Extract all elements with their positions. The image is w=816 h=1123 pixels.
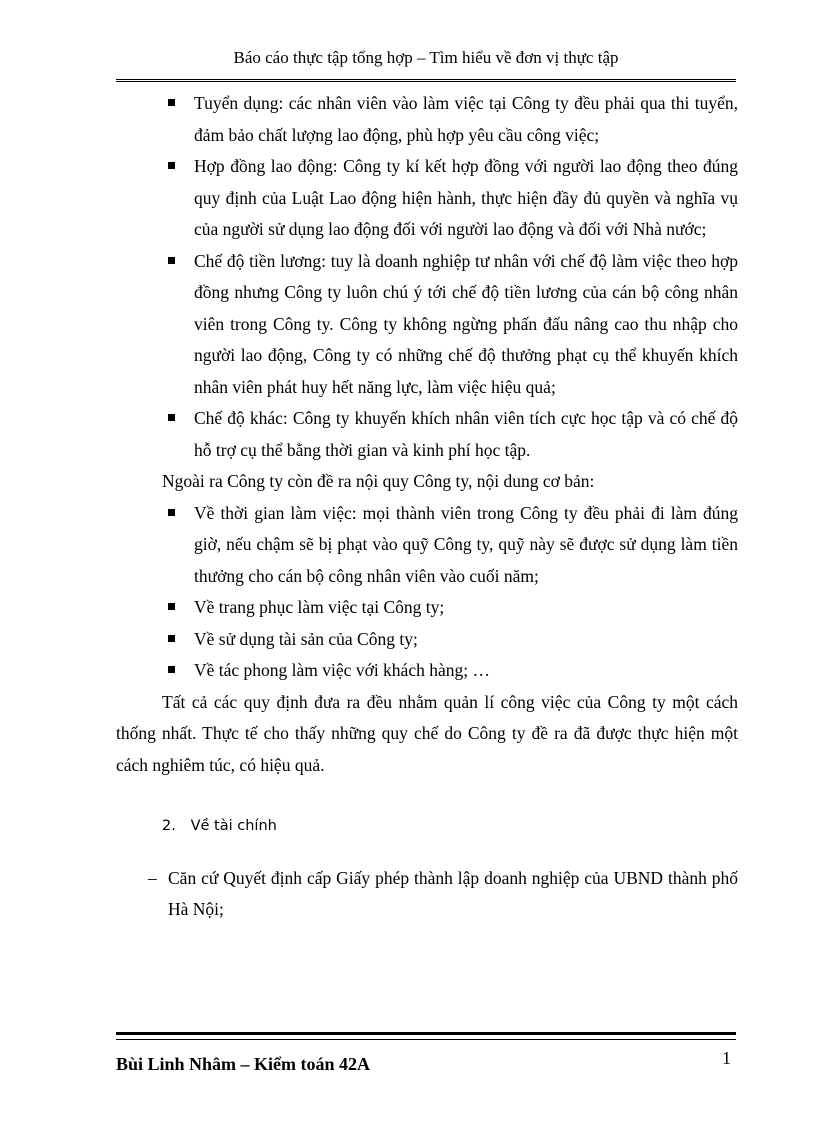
section-title: Về tài chính	[190, 818, 277, 834]
page-number: 1	[722, 1048, 731, 1068]
section-heading	[116, 811, 738, 843]
list-item	[116, 498, 738, 593]
list-item	[116, 246, 738, 404]
square-bullet-icon	[168, 509, 175, 516]
square-bullet-icon	[168, 666, 175, 673]
list-item	[116, 88, 738, 151]
list-item-text: Về sử dụng tài sản của Công ty;	[194, 628, 418, 649]
square-bullet-icon	[168, 162, 175, 169]
square-bullet-icon	[168, 414, 175, 421]
footer-author: Bùi Linh Nhâm – Kiểm toán 42A	[116, 1054, 371, 1074]
list-item	[116, 151, 738, 246]
section-number: 2.	[162, 818, 176, 834]
list-item-text: Chế độ khác: Công ty khuyến khích nhân viên tích cực học tập và có chế độ hỗ trợ cụ thể bằng thời gian và kinh phí học tập.	[194, 408, 738, 460]
list-item-text: Về tác phong làm việc với khách hàng; …	[194, 660, 490, 680]
square-bullet-icon	[168, 603, 175, 610]
list-item-text: Chế độ tiền lương: tuy là doanh nghiệp tư nhân với chế độ làm việc theo hợp đồng nhưng Công ty luôn chú ý tới chế độ tiền lương của cán bộ công nhân viên trong Công ty. Công ty không ngừng phấn đấu nâng cao thu nhập cho người lao động, Công ty có những chế độ thưởng phạt cụ thể khuyến khích nhân viên phát huy hết năng lực, làm việc hiệu quả;	[194, 250, 738, 397]
footer-rule-thin	[116, 1039, 736, 1040]
square-bullet-icon	[168, 99, 175, 106]
page-header: Báo cáo thực tập tổng hợp – Tìm hiểu về đơn vị thực tập	[233, 48, 619, 67]
square-bullet-icon	[168, 635, 175, 642]
list-item	[116, 592, 738, 624]
list-item-text: Căn cứ Quyết định cấp Giấy phép thành lập doanh nghiệp của UBND thành phố Hà Nội;	[168, 867, 738, 919]
list-item	[116, 863, 738, 926]
list-item-text: Về trang phục làm việc tại Công ty;	[194, 597, 445, 617]
square-bullet-icon	[168, 257, 175, 264]
list-item-text: Tuyển dụng: các nhân viên vào làm việc tại Công ty đều phải qua thi tuyển, đảm bảo chất lượng lao động, phù hợp yêu cầu công việc;	[194, 93, 738, 145]
list-item	[116, 655, 738, 687]
list-item-text: Hợp đồng lao động: Công ty kí kết hợp đồng với người lao động theo đúng quy định của Luật Lao động hiện hành, thực hiện đầy đủ quyền và nghĩa vụ của người sử dụng lao động đối với người lao động và đối với Nhà nước;	[194, 156, 738, 239]
list-item	[116, 624, 738, 656]
rules-bullet-list	[116, 498, 738, 687]
dash-bullet: –	[148, 867, 157, 888]
list-item-text: Về thời gian làm việc: mọi thành viên trong Công ty đều phải đi làm đúng giờ, nếu chậm sẽ bị phạt vào quỹ Công ty, quỹ này sẽ được sử dụng làm tiền thưởng cho cán bộ công nhân viên vào cuối năm;	[194, 502, 738, 586]
footer-rule	[116, 1032, 736, 1035]
rules-intro: Ngoài ra Công ty còn đề ra nội quy Công ty, nội dung cơ bản:	[162, 471, 595, 491]
list-item	[116, 403, 738, 466]
policy-bullet-list	[116, 88, 738, 466]
header-rule	[116, 79, 736, 82]
document-body	[116, 88, 738, 926]
conclusion-paragraph: Tất cả các quy định đưa ra đều nhằm quản lí công việc của Công ty một cách thống nhất. Thực tế cho thấy những quy chế do Công ty đề ra đã được thực hiện một cách nghiêm túc, có hiệu quả.	[116, 691, 738, 775]
